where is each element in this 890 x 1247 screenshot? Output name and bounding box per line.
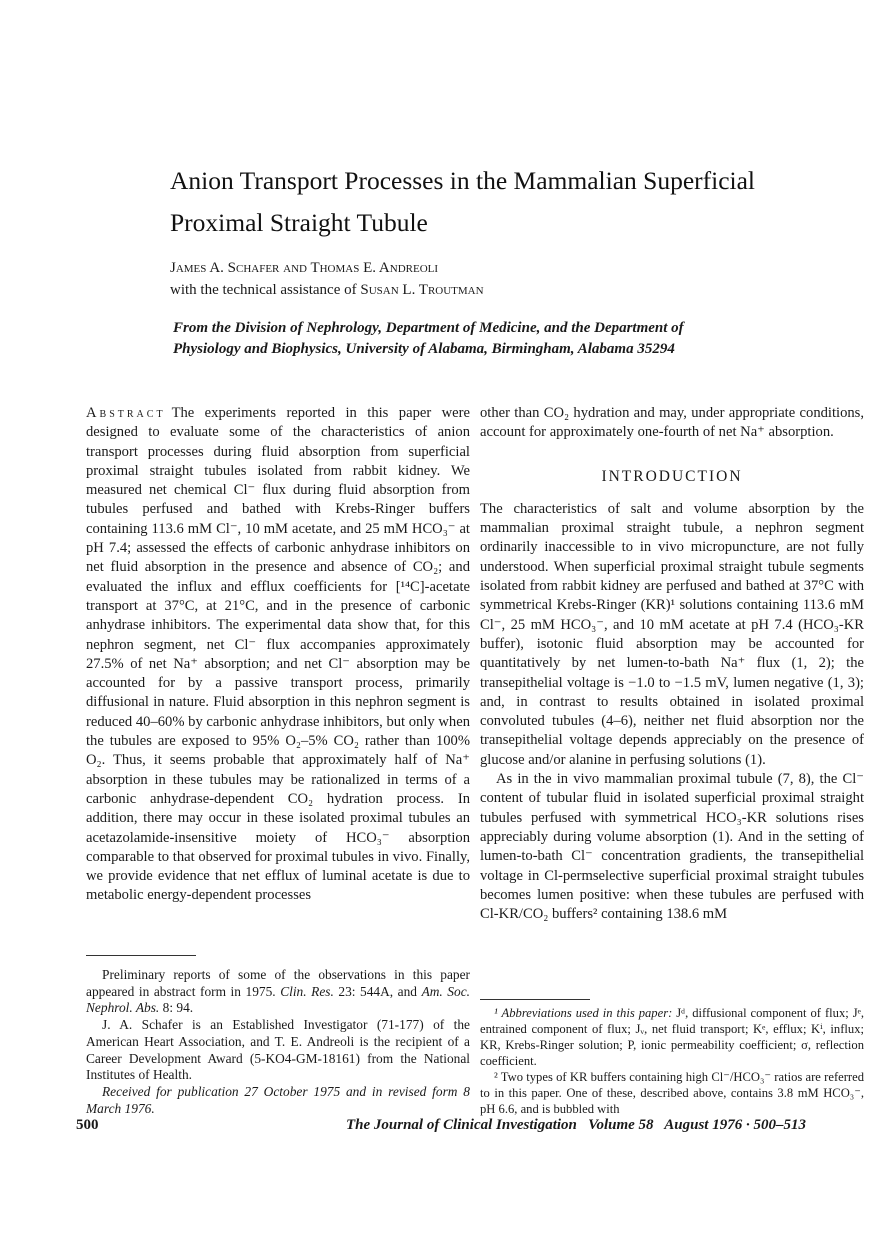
author-names: James A. Schafer and Thomas E. Andreoli <box>170 260 439 276</box>
journal-volume: Volume 58 <box>588 1117 654 1133</box>
page-number: 500 <box>76 1117 99 1133</box>
affiliation-line-2: Physiology and Biophysics, University of Alabama, Birmingham, Alabama 35294 <box>173 341 675 357</box>
journal-footer <box>346 1117 806 1134</box>
left-column <box>86 404 470 906</box>
abstract-text: The experiments reported in this paper were designed to evaluate some of the characteristics of anion transport processes during fluid absorption from superficial proximal straight tubules isolated from rabbit kidney. We measured net chemical Cl⁻ flux during fluid absorption from tubules perfused and bathed with Krebs-Ringer buffers containing 113.6 mM Cl⁻, 10 mM acetate, and 25 mM HCO₃⁻ at pH 7.4; assessed the effects of carbonic anhydrase inhibitors on net fluid absorption in the presence and absence of CO₂; and evaluated the influx and efflux coefficients for [¹⁴C]-acetate transport at 37°C, at 21°C, and in the presence of carbonic anhydrase inhibitors. The experimental data show that, for this nephron segment, net Cl⁻ flux accompanies approximately 27.5% of net Na⁺ absorption; and net Cl⁻ absorption may be accounted for by a passive transport process, primarily diffusional in nature. Fluid absorption in this nephron segment is reduced 40–60% by carbonic anhydrase inhibitors, but only when the tubules are exposed to 95% O₂–5% CO₂ rather than 100% O₂. Thus, it seems probable that approximately half of Na⁺ absorption in these tubules may be rationalized in terms of a carbonic anhydrase-dependent CO₂ hydration process. In addition, there may occur in these isolated proximal tubules an acetazolamide-insensitive moiety of HCO₃⁻ absorption comparable to that observed for proximal tubules in vivo. Finally, we provide evidence that net efflux of luminal acetate is due to metabolic energy-dependent processes <box>86 405 470 904</box>
introduction-heading: INTRODUCTION <box>601 467 743 485</box>
affiliation-line-1: From the Division of Nephrology, Department of Medicine, and the Department of <box>173 320 684 336</box>
assistant-name: Susan L. Troutman <box>360 282 484 298</box>
journal-date-pages: August 1976 · 500–513 <box>664 1117 806 1133</box>
abstract-continuation: other than CO₂ hydration and may, under appropriate conditions, account for approximately one-fourth of net Na⁺ absorption. <box>480 405 864 441</box>
introduction-paragraph-2: As in the in vivo mammalian proximal tubule (7, 8), the Cl⁻ content of tubular fluid in isolated superficial proximal straight tubules perfused with symmetrical HCO₃-KR solutions rises appreciably during volume absorption (1). And in the setting of lumen-to-bath Cl⁻ concentration gradients, the transepithelial voltage in Cl-permselective superficial proximal straight tubules becomes lumen positive: when these tubules are perfused with Cl-KR/CO₂ buffers² containing 138.6 mM <box>480 771 864 923</box>
footnotes <box>480 1005 864 1117</box>
title-line-2: Proximal Straight Tubule <box>170 208 428 237</box>
preliminary-report-note: Preliminary reports of some of the observations in this paper appeared in abstract form in 1975. Clin. Res. 23: 544A, and Am. Soc. Nephrol. Abs. 8: 94. <box>86 967 470 1016</box>
author-block <box>170 257 850 301</box>
paper-title <box>170 160 850 244</box>
title-line-1: Anion Transport Processes in the Mammalian Superficial <box>170 166 756 195</box>
right-column <box>480 404 864 924</box>
front-notes <box>86 967 470 1117</box>
footnote-2: ² Two types of KR buffers containing high Cl⁻/HCO₃⁻ ratios are referred to in this paper. One of these, described above, contains 3.8 mM HCO₃⁻, pH 6.6, and is bubbled with <box>480 1070 864 1116</box>
notes-divider <box>86 955 196 956</box>
assistance-prefix: with the technical assistance of <box>170 282 361 298</box>
abstract-label: Abstract <box>86 405 166 421</box>
received-note: Received for publication 27 October 1975 and in revised form 8 March 1976. <box>86 1083 470 1116</box>
affiliation <box>173 318 863 360</box>
technical-assistance <box>170 279 850 301</box>
journal-name: The Journal of Clinical Investigation <box>346 1117 577 1133</box>
footnotes-divider <box>480 999 590 1000</box>
introduction-paragraph-1: The characteristics of salt and volume absorption by the mammalian proximal straight tubule, a nephron segment ordinarily inaccessible to in vivo micropuncture, are not fully understood. When superficial proximal straight tubule segments isolated from rabbit kidney are perfused and bathed at 37°C with symmetrical Krebs-Ringer (KR)¹ solutions containing 113.6 mM Cl⁻, 25 mM HCO₃⁻, and 10 mM acetate at pH 7.4 (HCO₃-KR buffer), isotonic fluid absorption may be accounted for quantitatively by net lumen-to-bath Na⁺ flux (1, 2); the transepithelial voltage is −1.0 to −1.5 mV, lumen negative (1, 3); and, in contrast to results obtained in isolated proximal convoluted tubules (4–6), neither net fluid absorption nor the transepithelial voltage depends appreciably on the presence of glucose and/or alanine in perfusing solutions (1). <box>480 500 864 768</box>
footnote-1: ¹ Abbreviations used in this paper: Jᵈ, diffusional component of flux; Jᵉ, entrained component of flux; Jᵥ, net fluid transport; Kᵉ, efflux; Kⁱ, influx; KR, Krebs-Ringer solution; P, ionic permeability coefficient; σ, reflection coefficient. <box>480 1006 864 1068</box>
funding-note: J. A. Schafer is an Established Investigator (71-177) of the American Heart Association, and T. E. Andreoli is the recipient of a Career Development Award (5-KO4-GM-18161) from the National Institutes of Health. <box>86 1017 470 1083</box>
abstract <box>86 404 470 906</box>
